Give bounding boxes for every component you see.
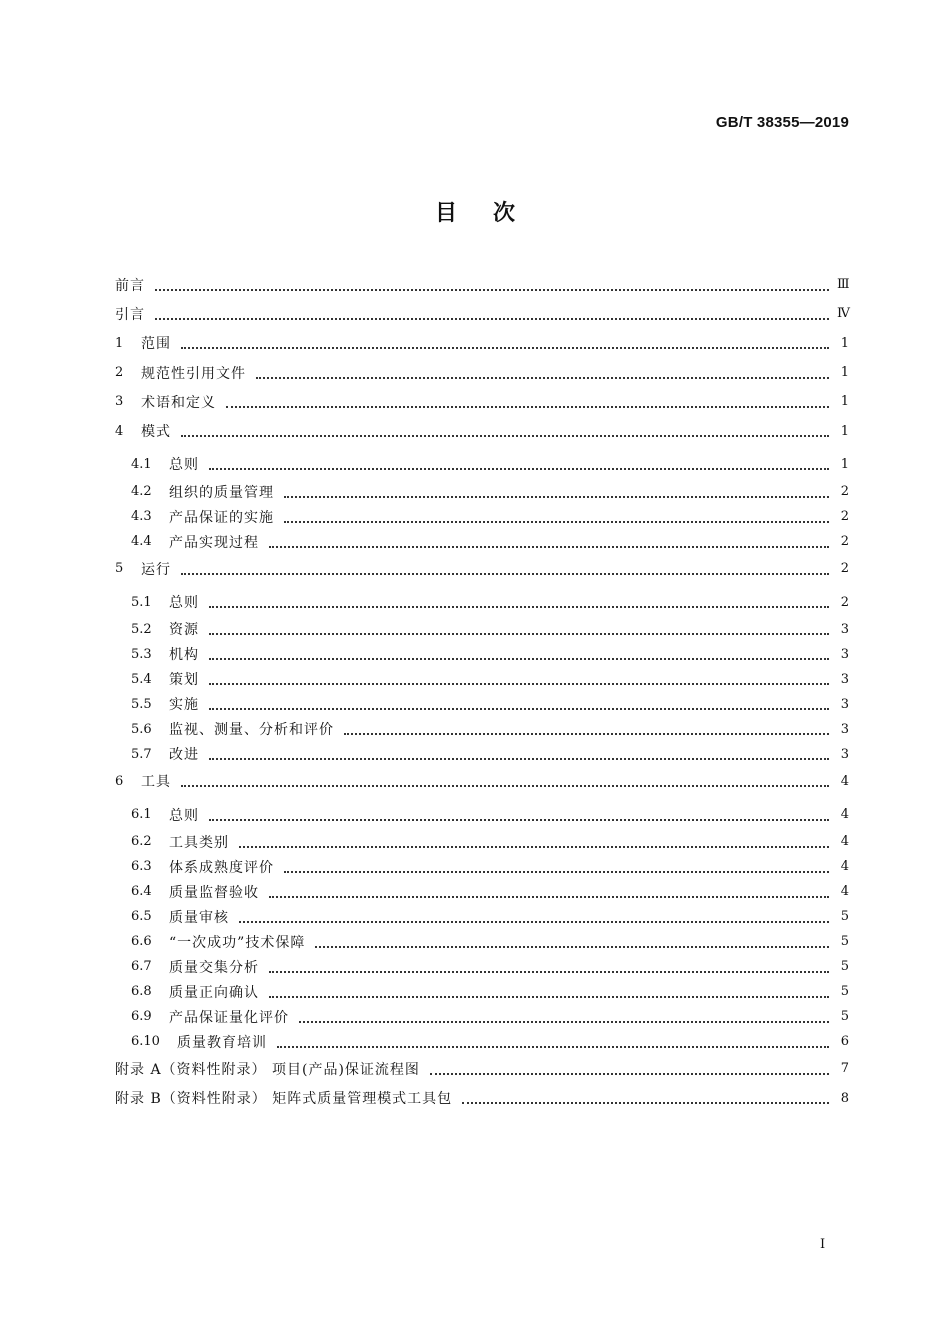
toc-entry-label: 质量审核 [169, 909, 229, 926]
toc-entry-number: 6 [115, 773, 124, 789]
toc-entry-label: 模式 [141, 424, 171, 441]
toc-entry-number: 5.2 [131, 621, 152, 637]
toc-dot-leader [209, 619, 829, 635]
toc-entry-page: 2 [840, 561, 849, 577]
toc-entry-page: 5 [840, 959, 849, 975]
toc-entry[interactable] [115, 479, 849, 504]
toc-entry[interactable] [115, 446, 849, 479]
toc-entry-number: 6.7 [131, 959, 152, 975]
toc-dot-leader [209, 694, 829, 710]
toc-entry[interactable] [115, 583, 849, 616]
toc-dot-leader [209, 805, 829, 821]
toc-entry-page: 3 [840, 696, 849, 712]
toc-entry-page: 1 [840, 423, 849, 439]
toc-entry-page: 5 [840, 909, 849, 925]
toc-entry-number: 6.6 [131, 934, 152, 950]
toc-entry-label: 实施 [169, 697, 199, 714]
toc-entry[interactable] [115, 854, 849, 879]
toc-entry-page: 8 [840, 1090, 849, 1106]
toc-dot-leader [269, 532, 829, 548]
toc-dot-leader [277, 1032, 829, 1048]
toc-entry[interactable] [115, 299, 849, 328]
toc-dot-leader [239, 832, 829, 848]
toc-entry[interactable] [115, 554, 849, 583]
toc-entry-page: 3 [840, 746, 849, 762]
toc-dot-leader [284, 482, 829, 498]
standard-number: GB/T 38355—2019 [715, 114, 849, 131]
toc-entry[interactable] [115, 504, 849, 529]
toc-entry-label: 质量教育培训 [177, 1034, 267, 1051]
toc-dot-leader [299, 1007, 829, 1023]
toc-entry-number: 6.3 [131, 859, 152, 875]
toc-dot-leader [181, 421, 829, 437]
toc-entry[interactable] [115, 929, 849, 954]
toc-entry[interactable] [115, 1054, 849, 1083]
toc-entry[interactable] [115, 358, 849, 387]
footer-page-number: I [820, 1237, 826, 1252]
toc-entry-label: 规范性引用文件 [141, 365, 246, 382]
toc-entry-label: 产品保证量化评价 [169, 1009, 289, 1026]
toc-dot-leader [209, 592, 829, 608]
toc-entry-label: 体系成熟度评价 [169, 859, 274, 876]
toc-entry-label: 资源 [169, 622, 199, 639]
toc-entry[interactable] [115, 1004, 849, 1029]
toc-entry-page: Ⅲ [837, 277, 850, 293]
toc-entry-number: 6.1 [131, 807, 152, 823]
toc-entry-number: 6.10 [131, 1034, 160, 1050]
toc-entry-page: 4 [840, 834, 849, 850]
toc-entry-label: 附录 A（资料性附录） 项目(产品)保证流程图 [115, 1061, 420, 1078]
toc-entry-label: 术语和定义 [141, 394, 216, 411]
toc-dot-leader [462, 1088, 829, 1104]
toc-entry-page: 1 [840, 335, 849, 351]
toc-entry[interactable] [115, 742, 849, 767]
toc-entry-page: 4 [840, 859, 849, 875]
toc-entry-page: Ⅳ [837, 306, 850, 322]
toc-entry-number: 5.6 [131, 721, 152, 737]
toc-entry-label: 工具 [141, 774, 171, 791]
toc-entry-number: 6.9 [131, 1009, 152, 1025]
toc-dot-leader [284, 507, 829, 523]
toc-entry-page: 1 [840, 456, 849, 472]
toc-entry[interactable] [115, 529, 849, 554]
toc-dot-leader [226, 392, 829, 408]
toc-entry[interactable] [115, 829, 849, 854]
toc-entry-number: 6.2 [131, 834, 152, 850]
toc-entry-number: 5 [115, 561, 124, 577]
toc-entry-label: 范围 [141, 336, 171, 353]
toc-entry-number: 5.1 [131, 594, 152, 610]
toc-entry-label: 前言 [115, 277, 145, 294]
toc-entry-page: 4 [840, 807, 849, 823]
toc-entry-label: 策划 [169, 672, 199, 689]
toc-entry-label: 工具类别 [169, 834, 229, 851]
toc-dot-leader [315, 932, 829, 948]
toc-dot-leader [209, 744, 829, 760]
toc-entry-number: 4.2 [131, 484, 152, 500]
toc-dot-leader [269, 982, 829, 998]
toc-entry-number: 5.7 [131, 746, 152, 762]
toc-dot-leader [284, 857, 829, 873]
toc-dot-leader [430, 1059, 829, 1075]
toc-entry-label: 引言 [115, 306, 145, 323]
toc-entry-page: 2 [840, 534, 849, 550]
toc-entry-number: 5.3 [131, 646, 152, 662]
toc-entry[interactable] [115, 767, 849, 796]
toc-entry-page: 2 [840, 484, 849, 500]
toc-entry-label: 机构 [169, 647, 199, 664]
toc-entry-page: 5 [840, 1009, 849, 1025]
toc-entry-number: 4.3 [131, 509, 152, 525]
toc-entry-page: 4 [840, 884, 849, 900]
toc-entry-page: 6 [840, 1034, 849, 1050]
toc-entry-page: 3 [840, 621, 849, 637]
toc-dot-leader [269, 882, 829, 898]
toc-entry-page: 3 [840, 721, 849, 737]
toc-entry[interactable] [115, 954, 849, 979]
toc-entry-label: 总则 [169, 595, 199, 612]
toc-entry-page: 1 [840, 394, 849, 410]
toc-entry[interactable] [115, 904, 849, 929]
toc-dot-leader [155, 304, 829, 320]
toc-entry-label: 总则 [169, 807, 199, 824]
toc-entry-label: 质量监督验收 [169, 884, 259, 901]
toc-entry-label: 运行 [141, 561, 171, 578]
toc-entry-label: 质量交集分析 [169, 959, 259, 976]
toc-entry[interactable] [115, 642, 849, 667]
toc-entry[interactable] [115, 717, 849, 742]
toc-entry-label: 产品保证的实施 [169, 509, 274, 526]
toc-dot-leader [269, 957, 829, 973]
toc-dot-leader [239, 907, 829, 923]
toc-entry[interactable] [115, 667, 849, 692]
toc-entry-number: 2 [115, 365, 124, 381]
table-of-contents [115, 270, 849, 1113]
toc-entry[interactable] [115, 329, 849, 358]
toc-entry-number: 3 [115, 394, 124, 410]
toc-entry-number: 6.5 [131, 909, 152, 925]
toc-dot-leader [209, 669, 829, 685]
toc-dot-leader [181, 559, 829, 575]
toc-entry-label: 产品实现过程 [169, 534, 259, 551]
toc-entry-number: 1 [115, 335, 124, 351]
toc-entry-label: 组织的质量管理 [169, 484, 274, 501]
toc-dot-leader [181, 771, 829, 787]
toc-entry-page: 5 [840, 934, 849, 950]
toc-entry-page: 7 [840, 1061, 849, 1077]
toc-entry[interactable] [115, 1029, 849, 1054]
toc-entry-number: 5.5 [131, 696, 152, 712]
toc-entry[interactable] [115, 617, 849, 642]
toc-entry-number: 5.4 [131, 671, 152, 687]
toc-entry-label: 监视、测量、分析和评价 [169, 722, 334, 739]
toc-entry[interactable] [115, 796, 849, 829]
toc-dot-leader [344, 719, 829, 735]
toc-entry-page: 3 [840, 646, 849, 662]
toc-entry-label: 改进 [169, 747, 199, 764]
toc-entry-number: 4.1 [131, 456, 152, 472]
toc-entry[interactable] [115, 1084, 849, 1113]
page-title: 目次 [434, 201, 551, 226]
toc-entry-page: 5 [840, 984, 849, 1000]
toc-dot-leader [256, 363, 829, 379]
toc-entry-number: 6.4 [131, 884, 152, 900]
toc-entry[interactable] [115, 270, 849, 299]
toc-entry[interactable] [115, 416, 849, 445]
toc-entry[interactable] [115, 979, 849, 1004]
toc-entry-label: 附录 B（资料性附录） 矩阵式质量管理模式工具包 [115, 1091, 453, 1108]
toc-entry[interactable] [115, 387, 849, 416]
toc-entry-page: 1 [840, 365, 849, 381]
toc-entry-page: 3 [840, 671, 849, 687]
toc-entry-label: 质量正向确认 [169, 984, 259, 1001]
toc-entry[interactable] [115, 879, 849, 904]
toc-entry[interactable] [115, 692, 849, 717]
toc-dot-leader [155, 275, 829, 291]
toc-entry-number: 6.8 [131, 984, 152, 1000]
toc-dot-leader [209, 644, 829, 660]
toc-entry-number: 4 [115, 423, 124, 439]
toc-entry-page: 4 [840, 773, 849, 789]
toc-entry-label: “一次成功”技术保障 [169, 934, 306, 951]
toc-entry-page: 2 [840, 594, 849, 610]
toc-entry-number: 4.4 [131, 534, 152, 550]
toc-entry-page: 2 [840, 509, 849, 525]
toc-entry-label: 总则 [169, 457, 199, 474]
toc-dot-leader [181, 333, 829, 349]
toc-dot-leader [209, 454, 829, 470]
